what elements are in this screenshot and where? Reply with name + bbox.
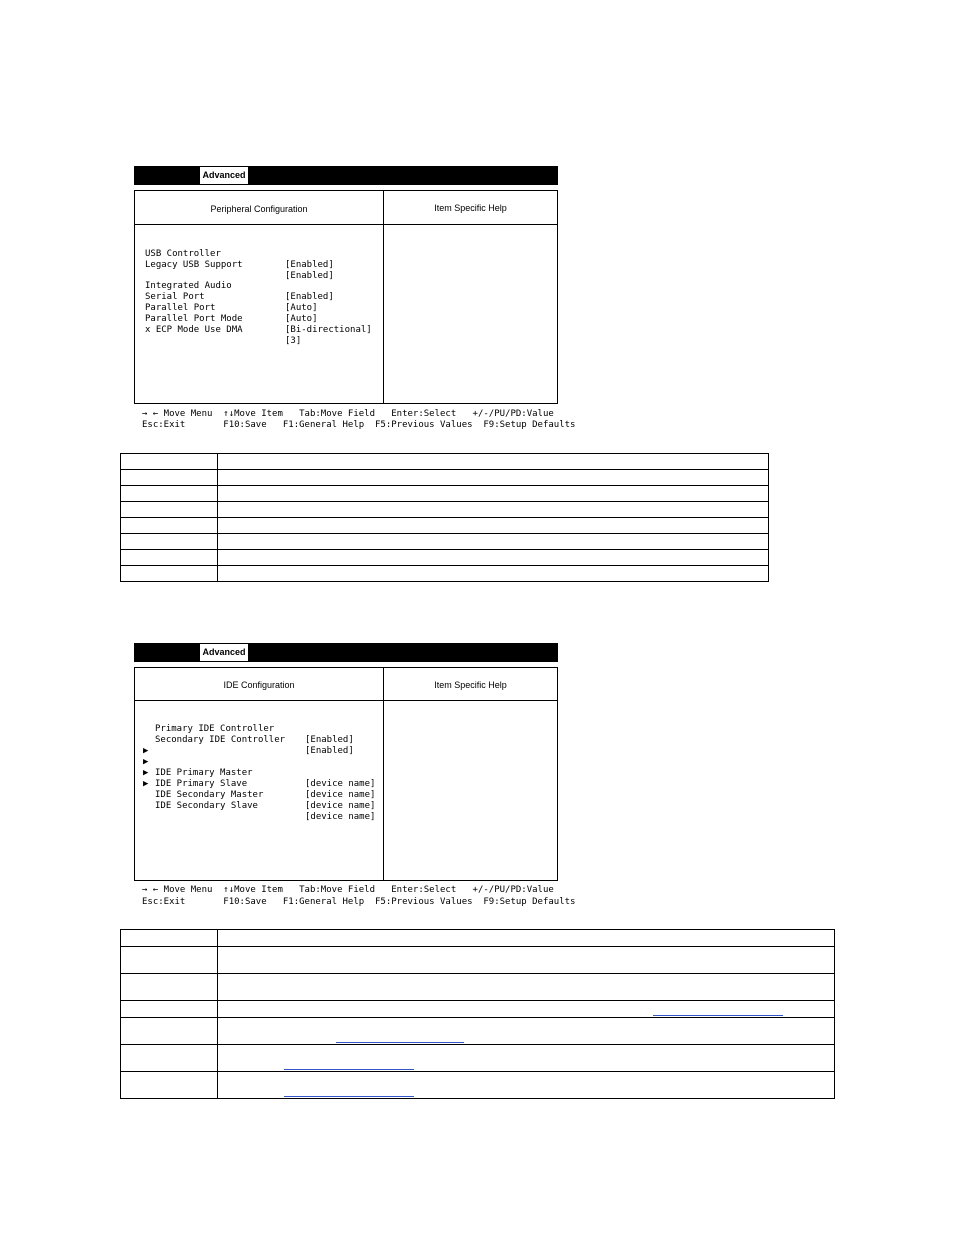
setting-value[interactable]: [Auto] xyxy=(285,314,318,324)
submenu-arrow-icon: ▶ xyxy=(143,757,149,767)
setting-row[interactable] xyxy=(145,314,381,358)
setting-label: USB Controller xyxy=(145,249,221,259)
table-row xyxy=(121,1045,835,1072)
setting-label: Parallel Port xyxy=(145,303,216,313)
table-cell xyxy=(121,486,218,502)
table-row xyxy=(121,534,769,550)
settings-panel xyxy=(134,190,558,404)
table-cell xyxy=(218,566,769,582)
table-cell xyxy=(218,470,769,486)
cross-reference-link[interactable] xyxy=(336,1032,464,1043)
title-separator xyxy=(135,700,557,701)
table-cell xyxy=(121,470,218,486)
setting-label: IDE Secondary Slave xyxy=(155,801,258,811)
setting-value[interactable]: [3] xyxy=(285,336,302,346)
table-row xyxy=(121,930,835,947)
setting-value[interactable]: [device name] xyxy=(305,790,376,800)
setting-value[interactable]: [device name] xyxy=(305,779,376,789)
table-cell xyxy=(218,1072,835,1099)
setting-label: Secondary IDE Controller xyxy=(155,735,286,745)
table-cell xyxy=(218,454,769,470)
table-row xyxy=(121,470,769,486)
table-cell xyxy=(121,1045,218,1072)
table-cell xyxy=(121,550,218,566)
setting-label: IDE Primary Slave xyxy=(155,779,248,789)
setting-label: Primary IDE Controller xyxy=(155,724,275,734)
table-cell xyxy=(121,502,218,518)
setting-value[interactable]: [Enabled] xyxy=(285,260,334,270)
setting-value[interactable]: [Enabled] xyxy=(285,292,334,302)
table-cell xyxy=(218,1001,835,1018)
table-cell xyxy=(218,1018,835,1045)
table-cell xyxy=(121,974,218,1001)
setting-row[interactable] xyxy=(143,779,381,834)
table-cell xyxy=(218,930,835,947)
setting-label: x ECP Mode Use DMA xyxy=(145,325,243,335)
panel-title: IDE Configuration xyxy=(223,680,295,690)
help-title: Item Specific Help xyxy=(434,680,507,690)
table-cell xyxy=(121,566,218,582)
setting-value[interactable]: [device name] xyxy=(305,812,376,822)
setting-value[interactable]: [device name] xyxy=(305,801,376,811)
table-cell xyxy=(121,947,218,974)
help-divider xyxy=(383,191,384,403)
table-row xyxy=(121,974,835,1001)
table-cell xyxy=(121,454,218,470)
setting-value[interactable]: [Bi-directional] xyxy=(285,325,372,335)
cross-reference-link[interactable] xyxy=(284,1059,414,1070)
setting-label: Parallel Port Mode xyxy=(145,314,243,324)
table-row xyxy=(121,947,835,974)
table-cell xyxy=(218,550,769,566)
setting-label: IDE Secondary Master xyxy=(155,790,264,800)
option-table-ide xyxy=(120,929,835,1099)
table-cell xyxy=(218,974,835,1001)
key-legend-line2: Esc:Exit F10:Save F1:General Help F5:Previous Values F9:Setup Defaults xyxy=(142,420,576,430)
bios-screen-ide xyxy=(134,643,576,908)
cross-reference-link[interactable] xyxy=(653,1005,783,1016)
key-legend-line1: → ← Move Menu ↑↓Move Item Tab:Move Field Enter:Select +/-/PU/PD:Value xyxy=(142,885,554,895)
setting-value[interactable]: [Enabled] xyxy=(285,271,334,281)
setting-label: Legacy USB Support xyxy=(145,260,243,270)
table-row xyxy=(121,454,769,470)
table-cell xyxy=(218,502,769,518)
settings-panel xyxy=(134,667,558,881)
table-cell xyxy=(121,1018,218,1045)
table-row xyxy=(121,550,769,566)
option-table-peripheral xyxy=(120,453,769,582)
table-row xyxy=(121,486,769,502)
title-separator xyxy=(135,224,557,225)
table-row xyxy=(121,502,769,518)
panel-title: Peripheral Configuration xyxy=(210,204,308,214)
menu-bar xyxy=(134,643,558,662)
bios-screen-peripheral xyxy=(134,166,576,431)
tab-advanced[interactable]: Advanced xyxy=(200,167,248,184)
table-row xyxy=(121,1018,835,1045)
table-cell xyxy=(121,518,218,534)
table-cell xyxy=(121,930,218,947)
table-cell xyxy=(121,1072,218,1099)
table-row xyxy=(121,518,769,534)
table-cell xyxy=(218,486,769,502)
table-cell xyxy=(121,534,218,550)
table-cell xyxy=(218,947,835,974)
table-cell xyxy=(218,1045,835,1072)
setting-label: Serial Port xyxy=(145,292,205,302)
table-row xyxy=(121,566,769,582)
submenu-arrow-icon: ▶ xyxy=(143,779,149,789)
setting-label: IDE Primary Master xyxy=(155,768,253,778)
menu-bar xyxy=(134,166,558,185)
cross-reference-link[interactable] xyxy=(284,1086,414,1097)
table-cell xyxy=(218,534,769,550)
table-row xyxy=(121,1072,835,1099)
key-legend-line1: → ← Move Menu ↑↓Move Item Tab:Move Field Enter:Select +/-/PU/PD:Value xyxy=(142,409,554,419)
setting-label: Integrated Audio xyxy=(145,281,232,291)
tab-advanced[interactable]: Advanced xyxy=(200,644,248,661)
setting-value[interactable]: [Enabled] xyxy=(305,735,354,745)
setting-value[interactable]: [Enabled] xyxy=(305,746,354,756)
submenu-arrow-icon: ▶ xyxy=(143,768,149,778)
table-row xyxy=(121,1001,835,1018)
setting-value[interactable]: [Auto] xyxy=(285,303,318,313)
table-cell xyxy=(218,518,769,534)
help-title: Item Specific Help xyxy=(434,203,507,213)
submenu-arrow-icon: ▶ xyxy=(143,746,149,756)
table-cell xyxy=(121,1001,218,1018)
key-legend-line2: Esc:Exit F10:Save F1:General Help F5:Previous Values F9:Setup Defaults xyxy=(142,897,576,907)
